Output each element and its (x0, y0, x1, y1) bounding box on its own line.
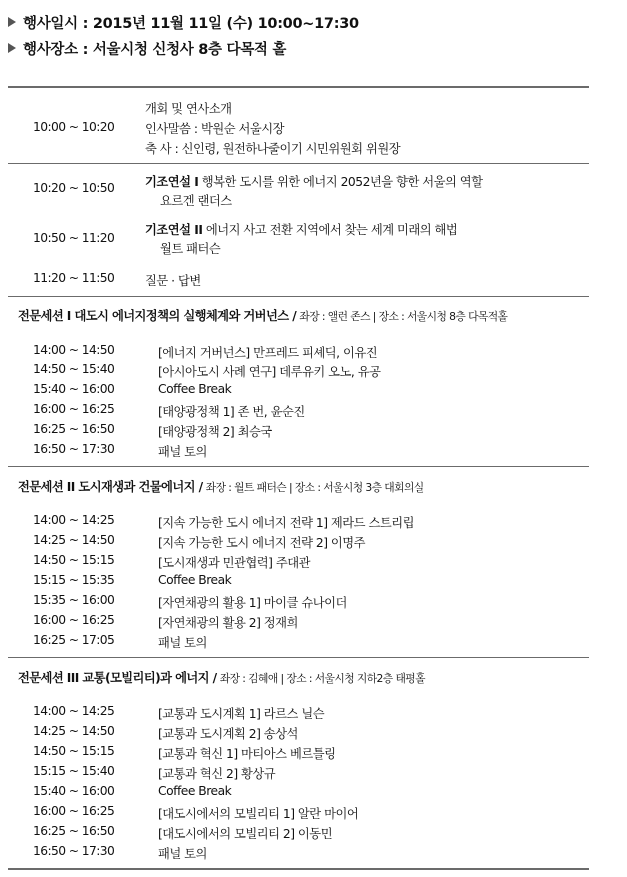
bottom-divider (8, 868, 589, 870)
schedule-item: [지속 가능한 도시 에너지 전략 2] 이명주 (158, 536, 366, 550)
schedule-item: [에너지 거버넌스] 만프레드 피셰딕, 이유진 (158, 346, 378, 360)
event-place-text: 행사장소 : 서울시청 신청사 8층 다목적 홀 (23, 42, 287, 58)
schedule-time: 15:40 ~ 16:00 (33, 382, 115, 396)
session-title: 전문세션 I 대도시 에너지정책의 실행체계와 거버넌스 / (18, 309, 297, 323)
schedule-item: [대도시에서의 모빌리티 1] 알란 마이어 (158, 807, 359, 821)
keynote-topic: 행복한 도시를 위한 에너지 2052년을 향한 서울의 역할 (201, 175, 483, 189)
session-heading (18, 306, 507, 324)
schedule-item: [대도시에서의 모빌리티 2] 이동민 (158, 827, 333, 841)
schedule-item: Coffee Break (158, 784, 232, 798)
schedule-item: 패널 토의 (158, 636, 207, 650)
schedule-time: 14:25 ~ 14:50 (33, 724, 115, 738)
schedule-item: [교통과 도시계획 2] 송상석 (158, 727, 298, 741)
keynote-speaker: 월트 패터슨 (160, 242, 221, 256)
opening-line: 축 사 : 신인령, 원전하나줄이기 시민위원회 위원장 (145, 142, 401, 156)
session-info: 좌장 : 월트 패터슨 | 장소 : 서울시청 3층 대회의실 (205, 481, 424, 494)
session-heading (18, 477, 424, 495)
event-date (8, 12, 359, 33)
triangle-bullet-icon (8, 17, 16, 27)
session-heading (18, 668, 425, 686)
event-place (8, 38, 286, 59)
keynote-time: 10:50 ~ 11:20 (33, 231, 115, 245)
schedule-time: 15:40 ~ 16:00 (33, 784, 115, 798)
schedule-item: 패널 토의 (158, 847, 207, 861)
divider (8, 163, 589, 164)
schedule-time: 14:00 ~ 14:25 (33, 704, 115, 718)
schedule-item: 패널 토의 (158, 445, 207, 459)
keynote-label: 기조연설 I (145, 175, 199, 189)
schedule-time: 16:00 ~ 16:25 (33, 402, 115, 416)
schedule-time: 16:00 ~ 16:25 (33, 804, 115, 818)
keynote-topic: 에너지 사고 전환 지역에서 찾는 세계 미래의 해법 (205, 223, 458, 237)
qa-time: 11:20 ~ 11:50 (33, 271, 115, 285)
session-info: 좌장 : 김혜애 | 장소 : 서울시청 지하2층 태평홀 (219, 672, 425, 685)
schedule-time: 16:50 ~ 17:30 (33, 442, 115, 456)
schedule-time: 14:25 ~ 14:50 (33, 533, 115, 547)
schedule-item: [자연채광의 활용 2] 정재희 (158, 616, 298, 630)
schedule-item: [교통과 혁신 2] 황상규 (158, 767, 276, 781)
schedule-item: Coffee Break (158, 573, 232, 587)
session-title: 전문세션 II 도시재생과 건물에너지 / (18, 480, 203, 494)
opening-line: 인사말씀 : 박원순 서울시장 (145, 122, 285, 136)
schedule-time: 16:00 ~ 16:25 (33, 613, 115, 627)
session-title: 전문세션 III 교통(모빌리티)과 에너지 / (18, 671, 217, 685)
schedule-item: [지속 가능한 도시 에너지 전략 1] 제라드 스트리립 (158, 516, 414, 530)
keynote-label: 기조연설 II (145, 223, 203, 237)
event-date-text: 행사일시 : 2015년 11월 11일 (수) 10:00~17:30 (23, 16, 359, 32)
schedule-item: [교통과 도시계획 1] 라르스 닐슨 (158, 707, 325, 721)
keynote-topic-line (145, 172, 483, 190)
qa-text: 질문 · 답변 (145, 274, 201, 288)
keynote-time: 10:20 ~ 10:50 (33, 181, 115, 195)
schedule-item: [태양광정책 1] 존 번, 윤순진 (158, 405, 305, 419)
schedule-time: 14:50 ~ 15:15 (33, 744, 115, 758)
schedule-item: [도시재생과 민관협력] 주대관 (158, 556, 310, 570)
schedule-item: [태양광정책 2] 최승국 (158, 425, 272, 439)
session-info: 좌장 : 앨런 존스 | 장소 : 서울시청 8층 다목적홀 (299, 310, 508, 323)
schedule-time: 16:25 ~ 17:05 (33, 633, 115, 647)
divider (8, 466, 589, 467)
schedule-item: [자연채광의 활용 1] 마이클 슈나이더 (158, 596, 347, 610)
schedule-time: 14:00 ~ 14:50 (33, 343, 115, 357)
divider (8, 657, 589, 658)
top-divider (8, 86, 589, 88)
schedule-time: 14:50 ~ 15:15 (33, 553, 115, 567)
schedule-time: 15:15 ~ 15:35 (33, 573, 115, 587)
schedule-time: 14:00 ~ 14:25 (33, 513, 115, 527)
schedule-item: [교통과 혁신 1] 마티아스 베르틀링 (158, 747, 336, 761)
schedule-time: 15:35 ~ 16:00 (33, 593, 115, 607)
opening-time: 10:00 ~ 10:20 (33, 120, 115, 134)
schedule-time: 16:25 ~ 16:50 (33, 422, 115, 436)
schedule-time: 15:15 ~ 15:40 (33, 764, 115, 778)
schedule-time: 16:25 ~ 16:50 (33, 824, 115, 838)
keynote-speaker: 요르겐 랜더스 (160, 194, 232, 208)
schedule-time: 16:50 ~ 17:30 (33, 844, 115, 858)
schedule-time: 14:50 ~ 15:40 (33, 362, 115, 376)
opening-line: 개회 및 연사소개 (145, 102, 232, 116)
triangle-bullet-icon (8, 43, 16, 53)
keynote-topic-line (145, 220, 457, 238)
divider (8, 296, 589, 297)
schedule-item: [아시아도시 사례 연구] 데루유키 오노, 유공 (158, 365, 381, 379)
schedule-item: Coffee Break (158, 382, 232, 396)
